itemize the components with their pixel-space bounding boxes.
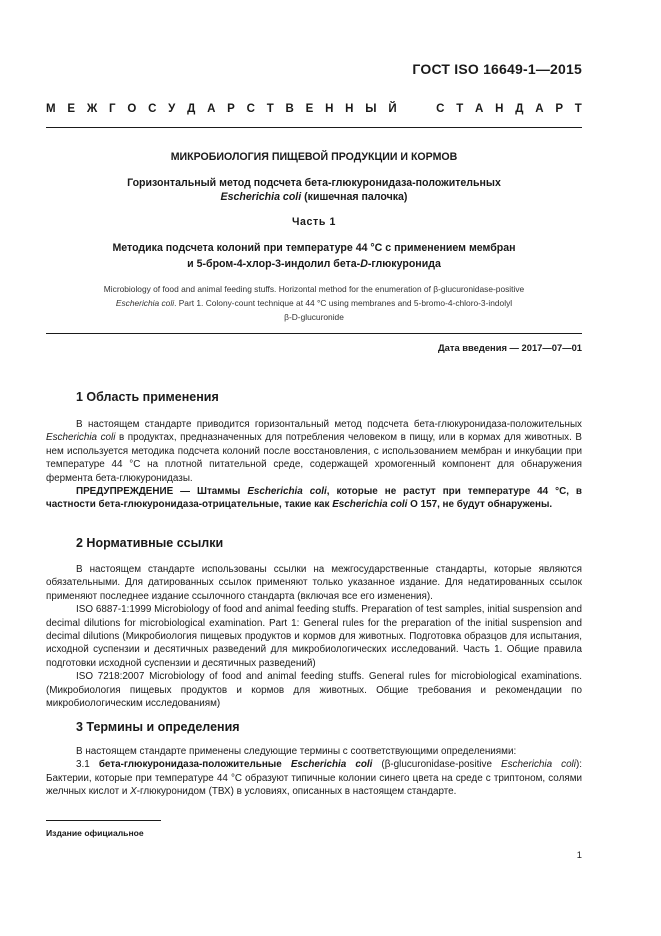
reference-iso-6887: ISO 6887-1:1999 Microbiology of food and animal feeding stuffs. Preparation of test samples, initial suspension and decimal dilutions for microbiological examination. Part 1: General rules for the preparation of the initial suspension and decimal dilutions (Микробиология пищевых продуктов и кормов для животных. Подготовка образцов для испытания, исходной суспензии и десятичных разведений для микробиологических исследований. Часть 1. Общие правила подготовки исходной суспензии и десятичных разведений) (46, 604, 582, 669)
part-title-line1: Методика подсчета колоний при температуре 44 °С с применением мембран (112, 242, 516, 254)
band-letter: С (148, 103, 157, 115)
organism-name: Escherichia coli (220, 191, 302, 203)
band-letter: Н (325, 103, 334, 115)
band-letter: Р (555, 103, 563, 115)
english-title-line1: Microbiology of food and animal feeding stuffs. Horizontal method for the enumeration of β-glucuronidase-positive (103, 284, 525, 294)
text-run: Бактерии, которые при температуре 44 °С образуют типичные колонии синего цвета на среде с триптоном, солями желчных кислот и (46, 772, 582, 798)
part-title-line2 (46, 256, 582, 272)
section-3-body (46, 745, 582, 799)
band-letter: Ж (86, 103, 98, 115)
english-organism-name: Escherichia coli (115, 298, 175, 308)
part-title-line2-a: и 5-бром-4-хлор-3-индолил бета- (187, 258, 361, 270)
english-title (46, 282, 582, 324)
organism-name: Escherichia coli (501, 759, 576, 771)
section-2-paragraph: В настоящем стандарте использованы ссылки на межгосударственные стандарты, которые являются обязательными. Для датированных ссылок применяют только указанное издание. Для недатированных ссылок применяют последнее издание ссылочного стандарта (включая все его изменения). (46, 564, 582, 602)
section-1-body (46, 418, 582, 512)
english-title-line2-rest: . Part 1. Colony-count technique at 44 °C using membranes and 5-bromo-4-chloro-3-indolyl (174, 298, 513, 308)
section-1-paragraph (46, 418, 582, 485)
text-run: В настоящем стандарте приводится горизонтальный метод подсчета бета-глюкуронидаза-положительных (76, 419, 582, 430)
text-run: ПРЕДУПРЕЖДЕНИЕ — Штаммы (76, 486, 248, 498)
band-gap (408, 103, 424, 115)
band-letter: Д (515, 103, 524, 115)
term-name: бета-глюкуронидаза-положительные (98, 759, 291, 771)
english-title-line3: β-D-glucuronide (284, 312, 344, 322)
band-letter: С (246, 103, 255, 115)
title-subtitle-rest: (кишечная палочка) (301, 191, 408, 203)
band-letter: Ы (365, 103, 377, 115)
organism-name: Escherichia coli (46, 432, 116, 444)
official-edition-label: Издание официальное (46, 828, 144, 838)
band-letter: Т (574, 103, 582, 115)
band-letter: Г (109, 103, 116, 115)
text-run: (β-glucuronidase-positive (372, 759, 502, 771)
organism-name: Escherichia coli (247, 486, 327, 498)
band-letter: Е (67, 103, 76, 115)
part-title-line2-b: -глюкуронида (367, 258, 441, 270)
text-run: , которые не растут при температуре 44 °С, в частности бета-глюкуронидаза-отрицательные, такие как (46, 486, 583, 511)
text-run: ): (575, 759, 582, 771)
band-letter: Н (345, 103, 354, 115)
band-letter: М (46, 103, 56, 115)
band-letter: Й (388, 103, 397, 115)
warning-paragraph (46, 485, 582, 512)
term-organism: Escherichia coli (290, 759, 373, 771)
text-run: -глюкуронидом (ТВХ) в условиях, описанных в настоящем стандарте. (136, 786, 457, 798)
text-run: в продуктах, предназначенных для потребления человеком в пищу, или в кормах для животных. В нем используется методика подсчета колоний после восстановления, с использованием мембран и инкубации при температуре 44 °С на плотной питательной среде, содержащей хромогенный компонент для обнаружения фермента бета-глюкуронидазы. (46, 432, 582, 484)
title-divider (46, 333, 582, 334)
part-title-line2-italic: D (360, 258, 368, 270)
interstate-standard-band (46, 103, 582, 115)
title-subtitle (46, 176, 582, 204)
section-3-heading: 3 Термины и определения (76, 720, 240, 734)
introduction-date: Дата введения — 2017—07—01 (437, 342, 582, 353)
section-2-body (46, 563, 582, 710)
band-letter: Р (227, 103, 235, 115)
text-run-italic: X (130, 786, 137, 798)
band-letter: С (436, 103, 445, 115)
title-subtitle-line1: Горизонтальный метод подсчета бета-глюкуронидаза-положительных (127, 177, 501, 189)
english-title-line2 (46, 296, 582, 310)
band-letter: В (285, 103, 294, 115)
band-letter: А (475, 103, 484, 115)
title-main: МИКРОБИОЛОГИЯ ПИЩЕВОЙ ПРОДУКЦИИ И КОРМОВ (170, 151, 458, 163)
reference-iso-7218: ISO 7218:2007 Microbiology of food and animal feeding stuffs. General rules for microbiological examinations. (Микробиология пищевых продуктов и кормов для животных. Общие требования и рекомендации по микробиологическим исследованиям) (46, 671, 582, 710)
band-letter: У (168, 103, 176, 115)
part-label: Часть 1 (292, 216, 336, 228)
band-letter: Е (305, 103, 314, 115)
document-identifier: ГОСТ ISO 16649-1—2015 (412, 61, 582, 77)
band-letter: О (127, 103, 137, 115)
term-definition (46, 758, 582, 798)
section-1-heading: 1 Область применения (76, 390, 219, 404)
section-2-heading: 2 Нормативные ссылки (76, 536, 224, 550)
text-run: O 157, не будут обнаружены. (407, 499, 553, 511)
band-letter: Т (266, 103, 274, 115)
organism-name: Escherichia coli (332, 499, 408, 511)
footer-divider (46, 820, 161, 821)
term-number: 3.1 (76, 759, 99, 771)
title-subtitle-line2 (46, 190, 582, 204)
header-divider (46, 127, 582, 128)
band-letter: А (207, 103, 216, 115)
band-letter: Т (456, 103, 464, 115)
section-3-paragraph: В настоящем стандарте применены следующие термины с соответствующими определениями: (76, 746, 517, 757)
page-number: 1 (576, 849, 582, 860)
band-letter: А (535, 103, 544, 115)
band-letter: Н (495, 103, 504, 115)
part-title (46, 240, 582, 272)
band-letter: Д (187, 103, 196, 115)
